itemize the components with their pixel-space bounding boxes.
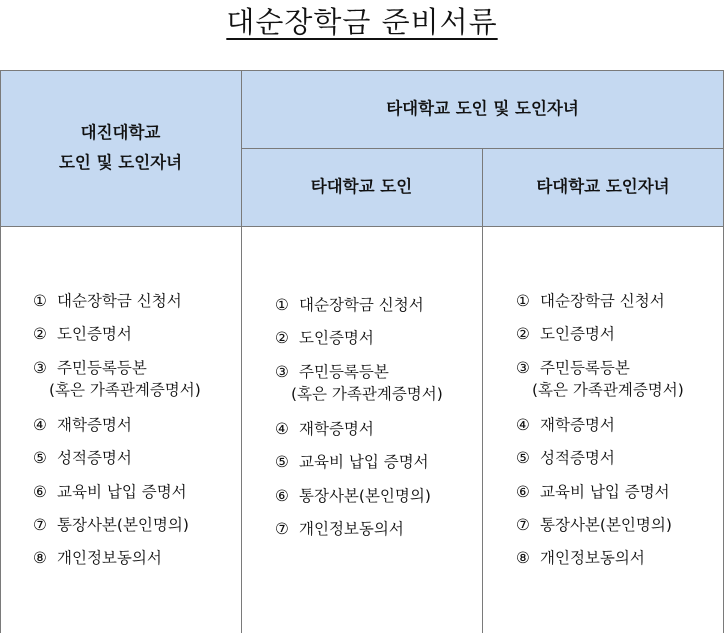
item-text: 대순장학금 신청서	[299, 296, 424, 314]
list-item	[33, 414, 201, 447]
table-top-border	[0, 70, 724, 71]
list-item	[275, 518, 443, 551]
list-item	[33, 447, 201, 480]
item-number: ①	[33, 292, 47, 310]
list-item	[516, 481, 684, 514]
list-item	[275, 418, 443, 451]
item-number: ③	[33, 358, 47, 377]
list-item	[516, 290, 684, 323]
item-text: 교육비 납입 증명서	[540, 482, 670, 501]
item-text: 주민등록등본	[299, 362, 389, 381]
item-text: 개인정보동의서	[540, 549, 645, 568]
table-left-border	[0, 70, 1, 633]
item-number: ⑥	[275, 486, 289, 505]
item-number: ④	[516, 415, 530, 434]
item-text: 통장사본(본인명의)	[299, 486, 431, 505]
other-children-doc-list	[516, 290, 684, 581]
item-number: ⑤	[516, 449, 530, 468]
item-text: 성적증명서	[540, 449, 615, 468]
item-text: 개인정보동의서	[57, 549, 162, 568]
item-number: ④	[33, 415, 47, 434]
item-number: ④	[275, 419, 289, 438]
list-item	[33, 323, 201, 356]
item-number: ③	[516, 358, 530, 377]
header-daejin	[0, 70, 241, 226]
item-text: 교육비 납입 증명서	[57, 482, 187, 501]
item-text: 재학증명서	[57, 415, 132, 434]
header-other-group-label: 타대학교 도인 및 도인자녀	[386, 99, 579, 118]
list-item	[33, 514, 201, 547]
item-text: 도인증명서	[299, 329, 374, 348]
item-number: ②	[516, 325, 530, 344]
other-dooin-doc-list	[275, 294, 443, 551]
page-title	[0, 2, 724, 42]
list-item	[33, 547, 201, 580]
list-item	[33, 357, 201, 414]
list-item	[33, 290, 201, 323]
list-item	[516, 514, 684, 547]
list-item	[516, 357, 684, 414]
header-other-group	[241, 70, 724, 148]
column-divider-1	[241, 70, 242, 633]
item-text: 주민등록등본	[540, 358, 630, 377]
list-item	[275, 327, 443, 360]
item-text: 교육비 납입 증명서	[299, 453, 429, 472]
item-subtext: (혹은 가족관계증명서)	[291, 384, 443, 403]
list-item	[516, 323, 684, 356]
item-number: ②	[275, 329, 289, 348]
item-text: 대순장학금 신청서	[540, 292, 665, 310]
item-subtext: (혹은 가족관계증명서)	[532, 380, 684, 399]
item-text: 주민등록등본	[57, 358, 147, 377]
list-item	[275, 485, 443, 518]
list-item	[516, 414, 684, 447]
list-item	[275, 451, 443, 484]
item-text: 통장사본(본인명의)	[540, 515, 672, 534]
item-number: ⑧	[516, 549, 530, 568]
item-number: ①	[275, 296, 289, 314]
item-number: ⑦	[516, 515, 530, 534]
header-other-dooin-label: 타대학교 도인	[310, 177, 413, 196]
column-divider-2	[482, 148, 483, 633]
header-bottom-border	[0, 226, 724, 227]
daejin-doc-list	[33, 290, 201, 581]
item-number: ①	[516, 292, 530, 310]
list-item	[516, 447, 684, 480]
item-number: ⑤	[33, 449, 47, 468]
item-text: 통장사본(본인명의)	[57, 515, 189, 534]
item-number: ⑤	[275, 453, 289, 472]
item-number: ⑧	[33, 549, 47, 568]
list-item	[516, 547, 684, 580]
item-number: ②	[33, 325, 47, 344]
header-other-children-label: 타대학교 도인자녀	[536, 177, 670, 196]
item-text: 도인증명서	[57, 325, 132, 344]
item-text: 재학증명서	[540, 415, 615, 434]
header-daejin-line1: 대진대학교	[80, 123, 161, 142]
item-text: 대순장학금 신청서	[57, 292, 182, 310]
list-item	[33, 481, 201, 514]
item-text: 성적증명서	[57, 449, 132, 468]
header-other-dooin	[241, 148, 482, 226]
item-number: ⑥	[33, 482, 47, 501]
page-title-text: 대순장학금 준비서류	[226, 5, 498, 39]
header-daejin-line2: 도인 및 도인자녀	[58, 153, 183, 172]
item-number: ③	[275, 362, 289, 381]
item-text: 재학증명서	[299, 419, 374, 438]
documents-table	[0, 70, 724, 633]
list-item	[275, 294, 443, 327]
item-number: ⑦	[275, 519, 289, 538]
item-number: ⑥	[516, 482, 530, 501]
list-item	[275, 361, 443, 418]
item-text: 개인정보동의서	[299, 519, 404, 538]
header-other-children	[482, 148, 724, 226]
item-text: 도인증명서	[540, 325, 615, 344]
item-subtext: (혹은 가족관계증명서)	[49, 380, 201, 399]
item-number: ⑦	[33, 515, 47, 534]
